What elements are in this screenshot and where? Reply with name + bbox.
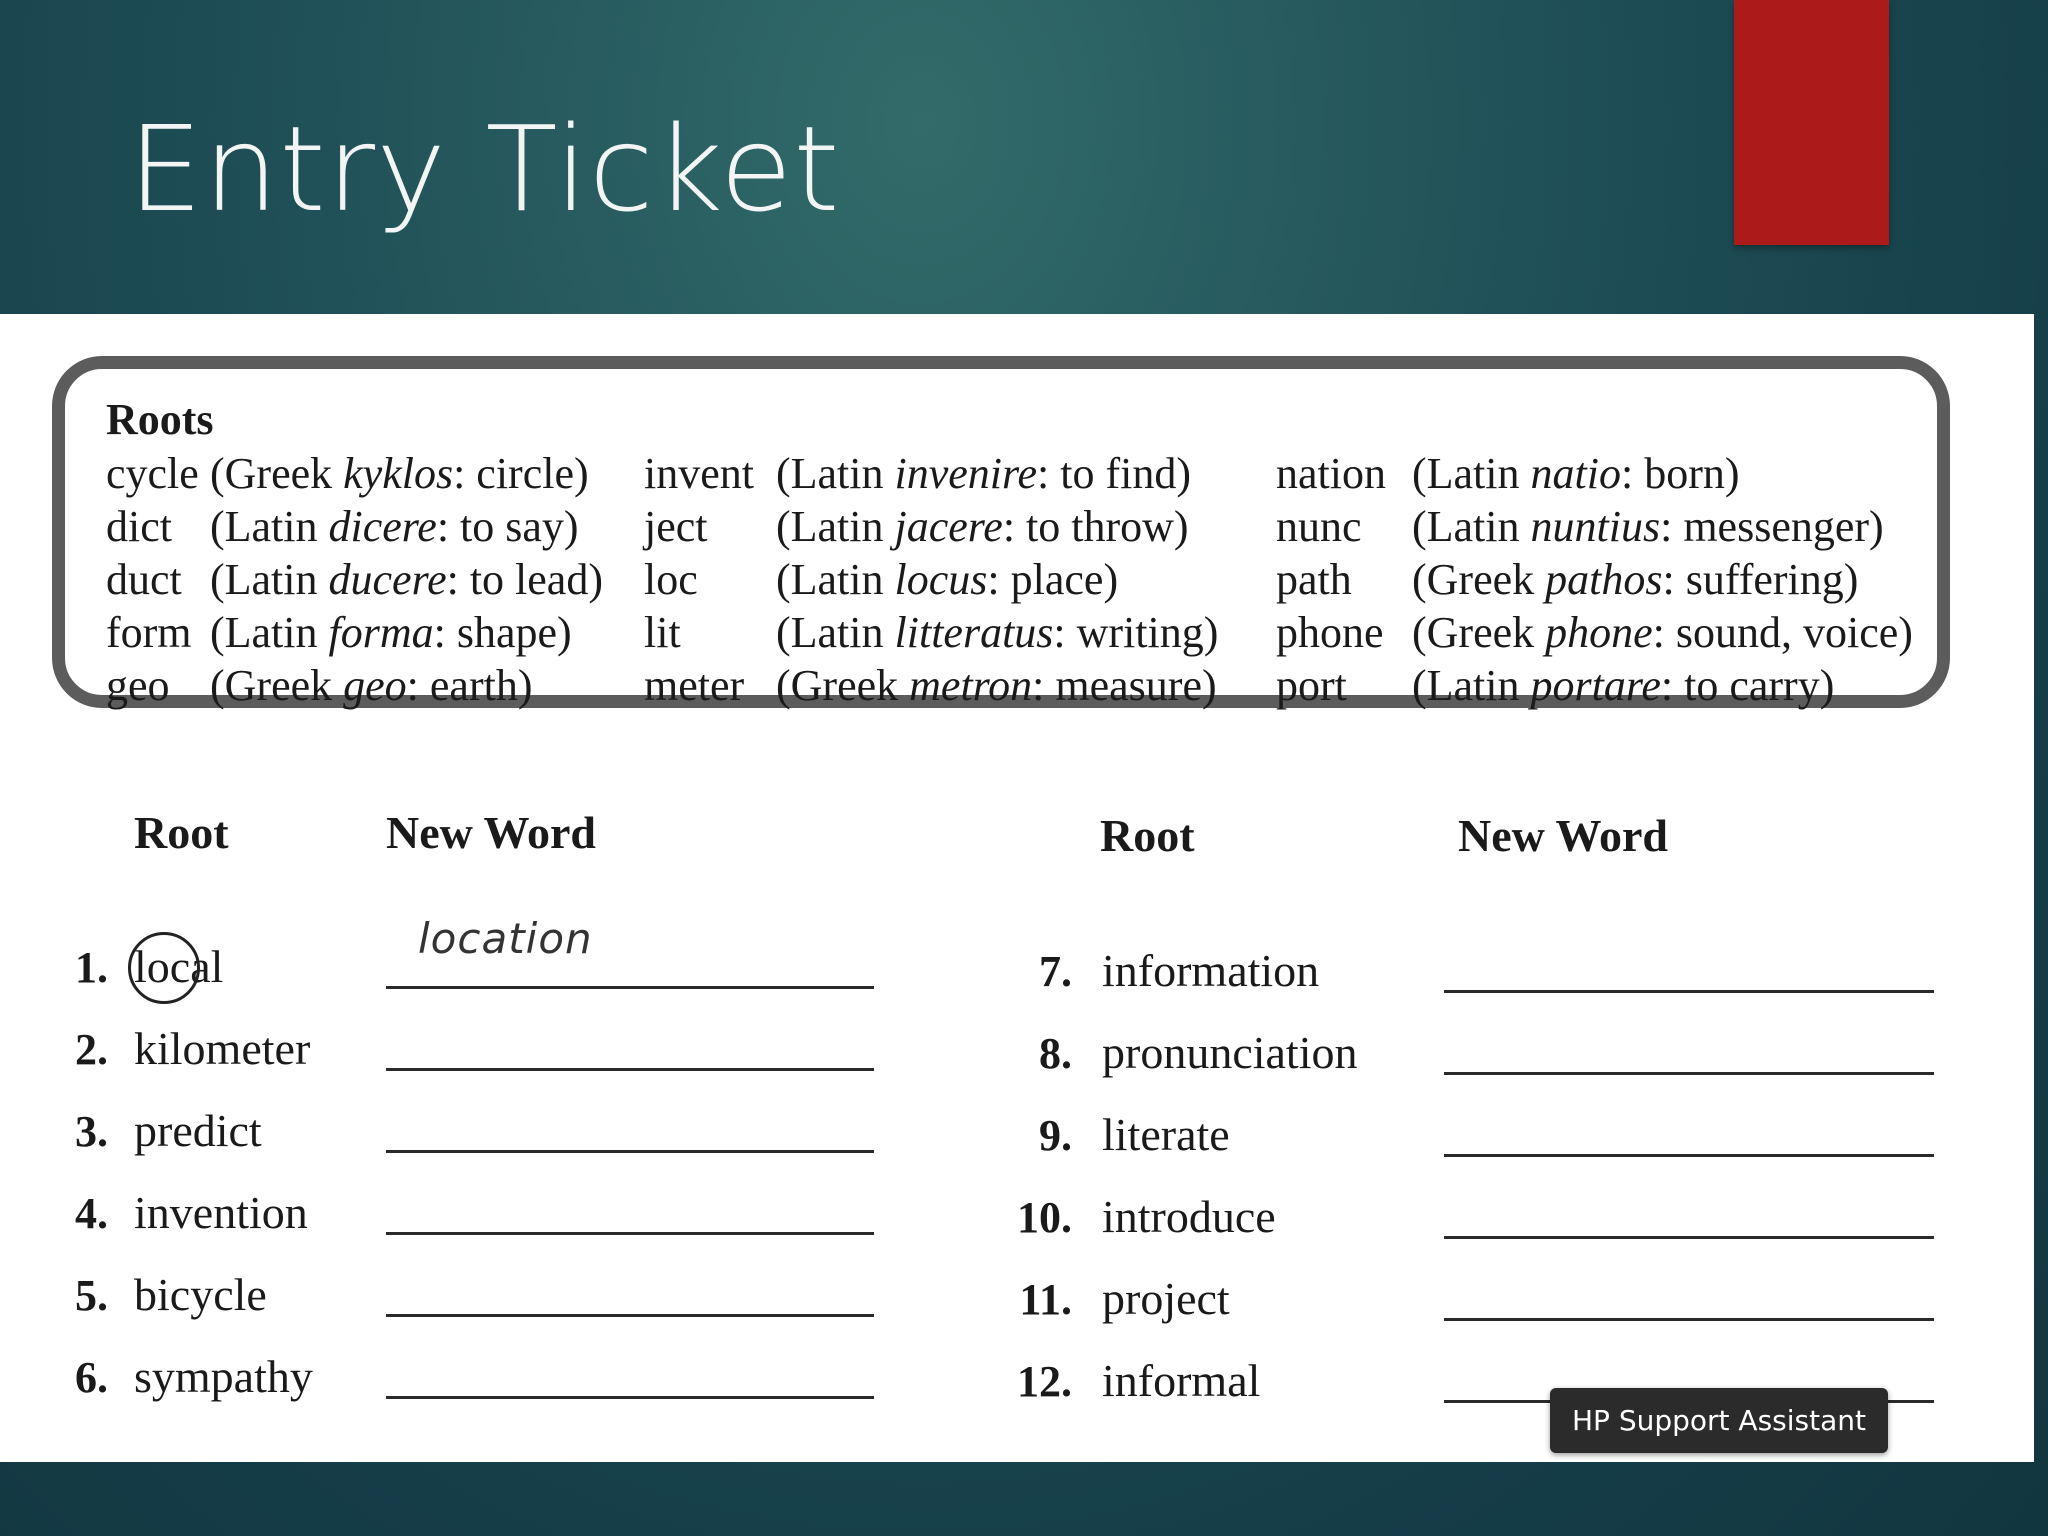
root-source-term: locus: [894, 555, 988, 604]
root-source-term: geo: [343, 661, 407, 710]
answer-blank-line: [386, 986, 874, 989]
root-word: nation: [1276, 449, 1386, 498]
root-word: nunc: [1276, 502, 1362, 551]
item-word: introduce: [1102, 1191, 1276, 1242]
root-source-term: nuntius: [1530, 502, 1661, 551]
root-meaning: : shape): [433, 608, 572, 657]
accent-bar: [1734, 0, 1889, 245]
root-origin: (Latin: [210, 555, 329, 604]
root-meaning: : to say): [436, 502, 579, 551]
answer-blank-line: [386, 1314, 874, 1317]
root-origin: (Greek: [210, 661, 344, 710]
root-origin: (Latin: [776, 608, 895, 657]
item-word: kilometer: [134, 1023, 311, 1074]
root-definition: [776, 448, 1191, 499]
root-word: geo: [106, 661, 170, 710]
root-origin: (Latin: [776, 449, 895, 498]
root-meaning: : circle): [453, 449, 589, 498]
root-origin: (Latin: [776, 502, 895, 551]
answer-blank-line: [1444, 990, 1934, 993]
item-number: 7.: [1039, 947, 1072, 996]
root-meaning: : sound, voice): [1652, 608, 1913, 657]
root-meaning: : messenger): [1660, 502, 1884, 551]
root-origin: (Latin: [776, 555, 895, 604]
root-meaning: : to find): [1037, 449, 1192, 498]
item-number: 11.: [1019, 1275, 1072, 1324]
root-source-term: metron: [909, 661, 1033, 710]
answer-blank-line: [1444, 1154, 1934, 1157]
root-meaning: : measure): [1032, 661, 1217, 710]
item-word: bicycle: [134, 1269, 267, 1320]
item-word: sympathy: [134, 1351, 313, 1402]
root-definition: [1412, 554, 1858, 605]
root-word: loc: [644, 555, 698, 604]
root-origin: (Greek: [1412, 608, 1546, 657]
item-word: project: [1102, 1273, 1230, 1324]
root-word: cycle: [106, 449, 199, 498]
right-new-word-header: New Word: [1458, 810, 1668, 861]
root-definition: [210, 448, 589, 499]
left-new-word-header: New Word: [386, 807, 596, 858]
root-origin: (Latin: [210, 608, 329, 657]
root-word: ject: [644, 502, 708, 551]
root-source-term: forma: [328, 608, 434, 657]
root-meaning: : writing): [1053, 608, 1219, 657]
item-number: 3.: [75, 1107, 108, 1156]
root-origin: (Latin: [1412, 661, 1531, 710]
root-word: invent: [644, 449, 754, 498]
roots-heading: Roots: [106, 395, 214, 444]
root-word: form: [106, 608, 192, 657]
root-origin: (Latin: [1412, 502, 1531, 551]
root-word: dict: [106, 502, 172, 551]
root-origin: (Latin: [1412, 449, 1531, 498]
root-word: phone: [1276, 608, 1384, 657]
answer-blank-line: [386, 1068, 874, 1071]
item-word: pronunciation: [1102, 1027, 1358, 1078]
left-root-header: Root: [134, 807, 229, 858]
root-source-term: ducere: [328, 555, 447, 604]
root-origin: (Greek: [776, 661, 910, 710]
root-definition: [210, 660, 532, 711]
root-source-term: dicere: [328, 502, 437, 551]
item-number: 4.: [75, 1189, 108, 1238]
answer-blank-line: [386, 1396, 874, 1399]
item-number: 9.: [1039, 1111, 1072, 1160]
root-source-term: invenire: [894, 449, 1038, 498]
root-word: duct: [106, 555, 182, 604]
item-number: 8.: [1039, 1029, 1072, 1078]
item-number: 5.: [75, 1271, 108, 1320]
answer-blank-line: [1444, 1318, 1934, 1321]
hp-support-assistant-button[interactable]: HP Support Assistant: [1550, 1388, 1888, 1453]
item-word: information: [1102, 945, 1320, 996]
root-origin: (Latin: [210, 502, 329, 551]
slide-title: Entry Ticket: [128, 100, 841, 238]
root-meaning: : earth): [406, 661, 533, 710]
root-definition: [210, 607, 572, 658]
answer-blank-line: [1444, 1236, 1934, 1239]
root-definition: [1412, 501, 1884, 552]
handwritten-answer: location: [418, 914, 593, 963]
root-definition: [776, 607, 1218, 658]
root-definition: [1412, 607, 1913, 658]
root-word: path: [1276, 555, 1352, 604]
root-source-term: jacere: [894, 502, 1003, 551]
root-source-term: kyklos: [343, 449, 454, 498]
root-definition: [776, 554, 1118, 605]
circled-root-mark: [128, 932, 200, 1004]
item-number: 12.: [1017, 1357, 1072, 1406]
item-word: predict: [134, 1105, 262, 1156]
item-word: literate: [1102, 1109, 1230, 1160]
worksheet-image: [0, 314, 2034, 1462]
root-meaning: : place): [987, 555, 1119, 604]
root-definition: [776, 501, 1189, 552]
root-origin: (Greek: [1412, 555, 1546, 604]
answer-blank-line: [386, 1232, 874, 1235]
root-definition: [776, 660, 1217, 711]
right-root-header: Root: [1100, 810, 1195, 861]
root-origin: (Greek: [210, 449, 344, 498]
root-definition: [1412, 448, 1740, 499]
root-word: port: [1276, 661, 1347, 710]
root-source-term: natio: [1530, 449, 1621, 498]
root-definition: [1412, 660, 1834, 711]
item-number: 1.: [75, 943, 108, 992]
answer-blank-line: [386, 1150, 874, 1153]
root-definition: [210, 554, 603, 605]
item-word: invention: [134, 1187, 308, 1238]
root-meaning: : suffering): [1662, 555, 1859, 604]
item-word: local: [134, 941, 224, 992]
item-number: 2.: [75, 1025, 108, 1074]
root-source-term: pathos: [1545, 555, 1663, 604]
root-word: meter: [644, 661, 745, 710]
root-source-term: litteratus: [894, 608, 1054, 657]
item-number: 10.: [1017, 1193, 1072, 1242]
root-source-term: phone: [1545, 608, 1653, 657]
root-definition: [210, 501, 579, 552]
root-source-term: portare: [1530, 661, 1661, 710]
root-meaning: : to throw): [1002, 502, 1189, 551]
root-word: lit: [644, 608, 681, 657]
root-meaning: : to carry): [1660, 661, 1835, 710]
root-meaning: : born): [1620, 449, 1740, 498]
item-number: 6.: [75, 1353, 108, 1402]
item-word: informal: [1102, 1355, 1261, 1406]
answer-blank-line: [1444, 1072, 1934, 1075]
root-meaning: : to lead): [446, 555, 603, 604]
